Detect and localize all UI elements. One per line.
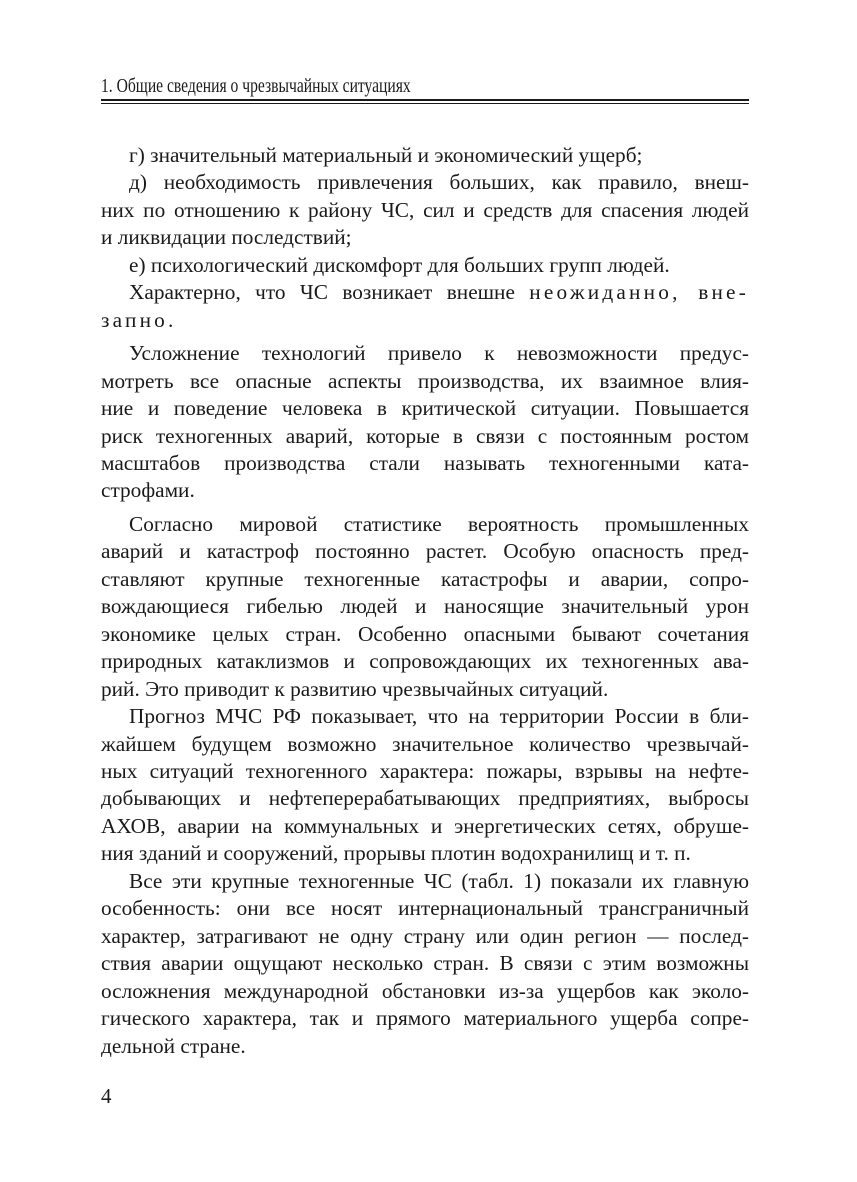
text-line: природных катаклизмов и сопровождающих их техногенных ава- xyxy=(101,649,749,674)
list-item-g xyxy=(101,142,749,169)
text-line: добывающих и нефтеперерабатывающих предприятиях, выбросы xyxy=(101,786,749,811)
text-line: ствия аварии ощущают несколько стран. В связи с этим возможны xyxy=(101,951,749,976)
list-item-d xyxy=(101,169,749,251)
spaced-emphasis: запно. xyxy=(101,307,177,332)
text-line: характер, затрагивают не одну страну или один регион — послед- xyxy=(101,923,749,948)
list-item-e xyxy=(101,252,749,279)
text-line: дельной стране. xyxy=(101,1033,246,1058)
text-line: строфами. xyxy=(101,478,195,503)
text-line: АХОВ, аварии на коммунальных и энергетических сетях, обруше- xyxy=(101,813,749,838)
text-fragment: Характерно, что ЧС возникает внешне xyxy=(129,280,530,305)
text-line: жайшем будущем возможно значительное количество чрезвычай- xyxy=(101,731,749,756)
text-line: осложнения международной обстановки из-за ущербов как эколо- xyxy=(101,978,749,1003)
text-line: ных ситуаций техногенного характера: пожары, взрывы на нефте- xyxy=(101,758,749,783)
text-line: вождающиеся гибелью людей и наносящие значительный урон xyxy=(101,594,749,619)
text-line: них по отношению к району ЧС, сил и средств для спасения людей xyxy=(101,197,749,222)
text-line: особенность: они все носят интернациональный трансграничный xyxy=(101,896,749,921)
text-line xyxy=(101,307,749,334)
page-number: 4 xyxy=(101,1084,112,1108)
paragraph-suddenness xyxy=(101,279,749,334)
paragraph-statistics xyxy=(101,511,749,703)
text-line: экономике целых стран. Особенно опасными бывают сочетания xyxy=(101,621,749,646)
text-line: ставляют крупные техногенные катастрофы и аварии, сопро- xyxy=(101,566,749,591)
text-line: ния зданий и сооружений, прорывы плотин водохранилищ и т. п. xyxy=(101,841,691,866)
paragraph-forecast xyxy=(101,703,749,868)
spaced-emphasis: неожиданно, вне- xyxy=(529,280,749,305)
running-header xyxy=(101,76,749,98)
text-line: Усложнение технологий привело к невозможности предус- xyxy=(129,341,749,366)
text-line: е) психологический дискомфорт для больших групп людей. xyxy=(129,252,670,277)
text-line: риск техногенных аварий, которые в связи с постоянным ростом xyxy=(101,423,749,448)
header-rule-thin xyxy=(101,103,749,104)
text-line: мотреть все опасные аспекты производства, их взаимное влия- xyxy=(101,368,749,393)
text-line: и ликвидации последствий; xyxy=(101,225,352,250)
text-line: ние и поведение человека в критической ситуации. Повышается xyxy=(101,396,749,421)
text-line: Все эти крупные техногенные ЧС (табл. 1) показали их главную xyxy=(129,868,749,893)
text-line: гического характера, так и прямого материального ущерба сопре- xyxy=(101,1006,749,1031)
text-line: рий. Это приводит к развитию чрезвычайных ситуаций. xyxy=(101,676,609,701)
text-line xyxy=(101,279,749,306)
text-line: масштабов производства стали называть техногенными ката- xyxy=(101,450,749,475)
body-text xyxy=(101,142,749,1060)
paragraph-technology xyxy=(101,340,749,505)
text-line: г) значительный материальный и экономический ущерб; xyxy=(129,143,643,167)
text-line: д) необходимость привлечения больших, как правило, внеш- xyxy=(129,170,749,195)
paragraph-transborder xyxy=(101,868,749,1060)
text-line: Согласно мировой статистике вероятность промышленных xyxy=(129,511,749,536)
text-line: аварий и катастроф постоянно растет. Особую опасность пред- xyxy=(101,539,749,564)
text-line: Прогноз МЧС РФ показывает, что на территории России в бли- xyxy=(129,704,749,729)
header-rule-thick xyxy=(101,99,749,101)
running-header-title: 1. Общие сведения о чрезвычайных ситуациях xyxy=(101,76,411,97)
